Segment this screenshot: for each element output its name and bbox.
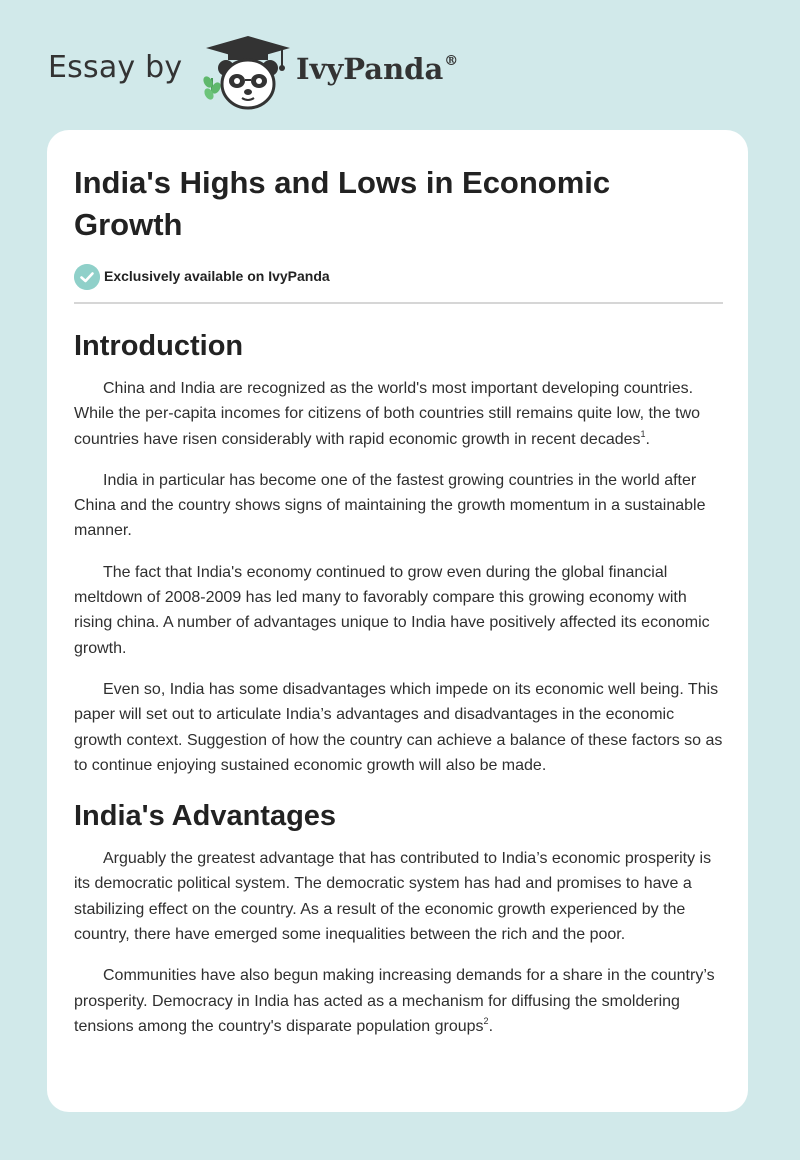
paragraph — [74, 963, 724, 1039]
paragraph: Even so, India has some disadvantages which impede on its economic well being. This paper will set out to articulate India’s advantages and disadvantages in the economic growth context. Suggestion of how the country can achieve a balance of these factors so as to continue enjoying sustained economic growth will also be made. — [74, 680, 723, 774]
footnote-link[interactable]: 1 — [640, 428, 646, 439]
essay-body — [74, 320, 724, 1055]
essay-card — [47, 130, 748, 1112]
paragraph-text-end: . — [488, 1017, 494, 1035]
paragraph: Arguably the greatest advantage that has contributed to India’s economic prosperity is its democratic political system. The democratic system has had and promises to have a stabilizing effect on the country. As a result of the economic growth experienced by the country, there have emerged some inequalities between the rich and the poor. — [74, 850, 712, 944]
panda-graduation-cap-logo-icon[interactable] — [202, 34, 294, 110]
section-heading-introduction: Introduction — [74, 330, 244, 362]
essay-by-label: Essay by — [48, 50, 183, 85]
paragraph-text: China and India are recognized as the world's most important developing countries. While the per-capita incomes for citizens of both countries still remains quite low, the two countries have risen considerably with rapid economic growth in recent decades — [74, 380, 701, 448]
footnote-link[interactable]: 2 — [483, 1015, 489, 1026]
page-title: India's Highs and Lows in Economic Growth — [74, 165, 611, 242]
exclusive-badge — [74, 264, 474, 290]
section-heading-advantages: India's Advantages — [74, 800, 337, 833]
check-circle-icon — [74, 264, 100, 290]
paragraph: India in particular has become one of the fastest growing countries in the world after China and the country shows signs of maintaining the growth momentum in a sustainable manner. — [74, 471, 706, 540]
registered-mark: ® — [444, 53, 459, 69]
brand-name[interactable] — [296, 52, 458, 86]
paragraph: The fact that India's economy continued to grow even during the global financial meltdown of 2008-2009 has led many to favorably compare this growing economy with rising china. A number of advantages unique to India have positively affected its economic growth. — [74, 563, 710, 657]
title-divider — [74, 302, 723, 304]
site-header — [48, 30, 748, 110]
paragraph-text-end: . — [645, 430, 650, 448]
paragraph-text: Communities have also begun making increasing demands for a share in the country’s prosperity. Democracy in India has acted as a mechanism for diffusing the smoldering tensions among the country's disparate population groups — [74, 967, 715, 1035]
paragraph — [74, 376, 724, 452]
brand-text: IvyPanda — [296, 52, 444, 86]
exclusive-badge-label: Exclusively available on IvyPanda — [104, 268, 330, 284]
